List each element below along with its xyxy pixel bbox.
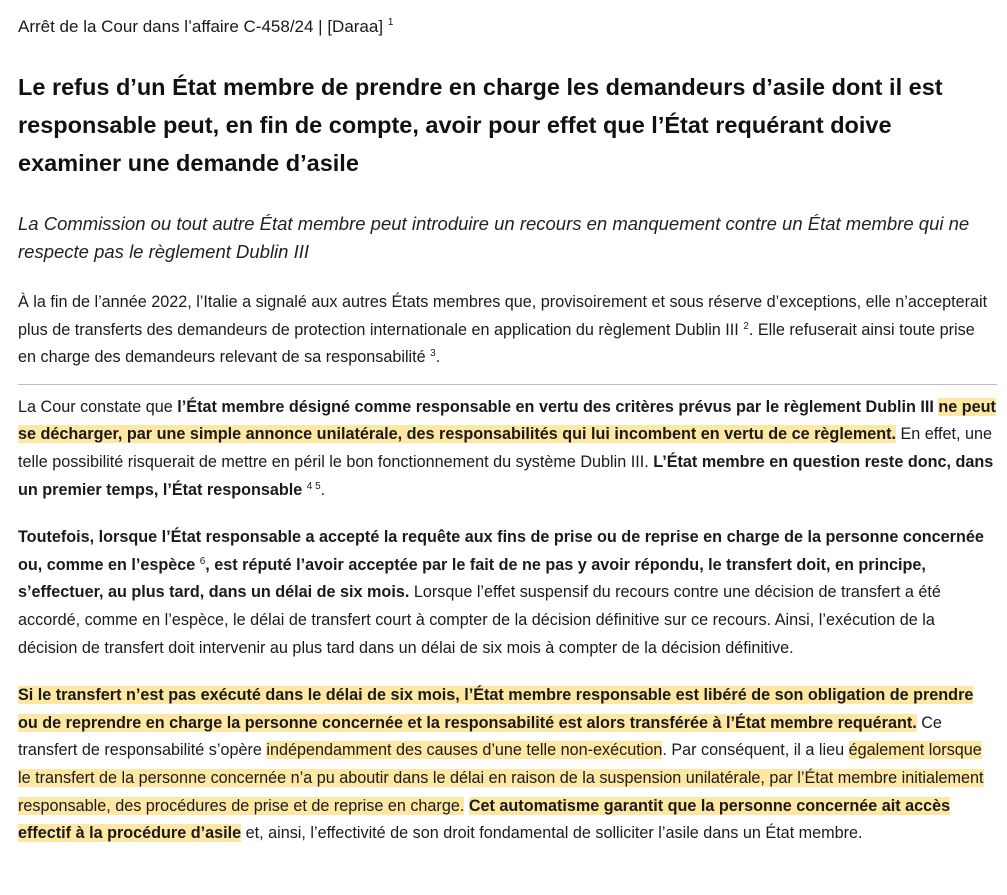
deadline-bold-1: Toutefois, lorsque l’État responsable a accepté la requête aux fins de prise ou de reprise en charge de la personne concernée ou, comme en l’espèce — [18, 528, 984, 574]
deadline-bold-2: , est réputé l’avoir acceptée par le fait de ne pas y avoir répondu, le transfert doit, en principe, s’effectuer, au plus tard, dans un délai de six mois. — [18, 555, 926, 602]
finding-text-1: La Cour constate que — [18, 397, 178, 416]
finding-text-2: En effet, une telle possibilité risquerait de mettre en péril le bon fonctionnement du système Dublin III. — [18, 425, 993, 471]
intro-text-2: . Elle refuserait ainsi toute prise en charge des demandeurs relevant de sa responsabilité — [18, 320, 975, 367]
finding-highlight-1: ne peut se décharger, par une simple annonce unilatérale, des responsabilités qui lui incombent en vertu de ce règlement. — [18, 397, 996, 444]
subtitle: La Commission ou tout autre État membre peut introduire un recours en manquement contre un État membre qui ne respecte pas le règlement Dublin III — [18, 213, 970, 262]
intro-text-3: . — [435, 348, 441, 367]
case-reference — [18, 14, 997, 40]
paragraph-intro — [18, 289, 997, 372]
paragraph-court-finding — [18, 394, 997, 504]
divider — [18, 384, 997, 385]
shift-text-3: et, ainsi, l’effectivité de son droit fondamental de solliciter l’asile dans un État membre. — [241, 824, 863, 843]
finding-bold-2: L’État membre en question reste donc, dans un premier temps, l’État responsable — [18, 452, 994, 499]
page-title: Le refus d’un État membre de prendre en charge les demandeurs d’asile dont il est responsable peut, en fin de compte, avoir pour effet que l’État requérant doive examiner une demande d’asile — [18, 74, 943, 176]
finding-text-3: . — [320, 480, 326, 499]
footnote-ref-2[interactable]: 2 — [743, 320, 749, 332]
paragraph-transfer-deadline — [18, 524, 997, 662]
intro-text-1: À la fin de l’année 2022, l’Italie a signalé aux autres États membres que, provisoirement et sous réserve d’exceptions, elle n’accepterait plus de transferts des demandeurs de protection internationale en application du règlement Dublin III — [18, 293, 988, 339]
finding-bold-1: l’État membre désigné comme responsable en vertu des critères prévus par le règlement Dublin III — [177, 397, 934, 416]
deadline-text-1: Lorsque l’effet suspensif du recours contre une décision de transfert a été accordé, comme en l’espèce, le délai de transfert court à compter de la décision définitive sur ce recours. Ainsi, l’exécution de la décision de transfert doit intervenir au plus tard dans un délai de six mois à compter de la décision définitive. — [18, 583, 941, 657]
shift-highlight-bold-1: Si le transfert n’est pas exécuté dans le délai de six mois, l’État membre responsable est libéré de son obligation de prendre ou de reprendre en charge la personne concernée et la responsabilité est alors transférée à l’État membre requérant. — [18, 686, 974, 732]
shift-highlight-1: indépendamment des causes d’une telle non-exécution — [266, 741, 663, 760]
shift-text-1: Ce transfert de responsabilité s’opère — [18, 713, 942, 760]
case-reference-text: Arrêt de la Cour dans l’affaire C-458/24 | [Daraa] — [18, 17, 384, 36]
footnote-ref-4-5[interactable]: 4 5 — [306, 480, 321, 492]
footnote-ref-1[interactable]: 1 — [387, 17, 394, 28]
shift-highlight-2: également lorsque le transfert de la personne concernée n’a pu aboutir dans le délai en raison de la suspension unilatérale, par l’État membre initialement responsable, des procédures de prise et de reprise en charge. — [18, 741, 984, 815]
shift-text-2: . Par conséquent, il a lieu — [662, 741, 849, 760]
shift-highlight-bold-2: Cet automatisme garantit que la personne concernée ait accès effectif à la procédure d’asile — [18, 796, 951, 843]
paragraph-responsibility-shift — [18, 682, 997, 848]
footnote-ref-3[interactable]: 3 — [430, 348, 436, 360]
footnote-ref-6[interactable]: 6 — [199, 555, 206, 567]
